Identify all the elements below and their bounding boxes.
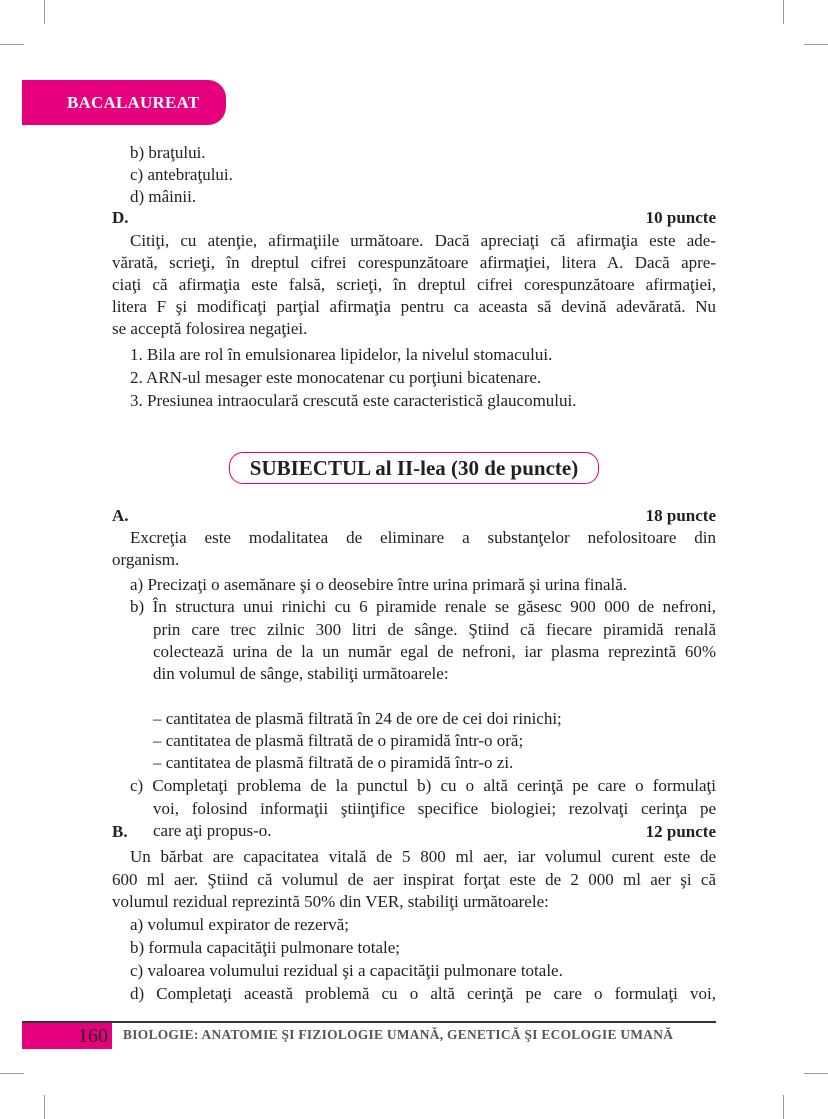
paragraph-line: Excreţia este modalitatea de eliminare a substanţelor nefolositoare din bbox=[130, 528, 716, 547]
list-item: a) Precizaţi o asemănare şi o deosebire între urina primară şi urina finală. bbox=[130, 575, 628, 594]
footer-rule bbox=[22, 1021, 716, 1023]
subject-title: SUBIECTUL al II-lea (30 de puncte) bbox=[229, 452, 599, 484]
crop-mark bbox=[0, 44, 24, 45]
crop-mark bbox=[0, 1073, 24, 1074]
list-item: b) În structura unui rinichi cu 6 piramide renale se găsesc 900 000 de nefroni, bbox=[130, 597, 716, 616]
dash-item: – cantitatea de plasmă filtrată de o piramidă într-o oră; bbox=[153, 731, 524, 750]
dash-item: – cantitatea de plasmă filtrată în 24 de ore de cei doi rinichi; bbox=[153, 709, 562, 728]
list-item: d) Completaţi această problemă cu o altă cerinţă pe care o formulaţi voi, bbox=[130, 984, 716, 1003]
crop-mark bbox=[44, 1095, 45, 1119]
list-item: d) mâinii. bbox=[130, 187, 197, 206]
section-points: 12 puncte bbox=[645, 822, 716, 841]
crop-mark bbox=[804, 44, 828, 45]
list-item-line: voi, folosind informaţii ştiinţifice specifice biologiei; rezolvaţi cerinţa pe bbox=[153, 799, 716, 818]
list-item: 2. ARN-ul mesager este monocatenar cu porţiuni bicatenare. bbox=[130, 368, 542, 387]
paragraph-line: Un bărbat are capacitatea vitală de 5 800 ml aer, iar volumul curent este de bbox=[130, 847, 716, 866]
paragraph-line: se acceptă folosirea negaţiei. bbox=[112, 319, 308, 338]
list-item-line: care aţi propus-o. bbox=[153, 821, 272, 840]
section-points: 10 puncte bbox=[645, 208, 716, 227]
list-item: 1. Bila are rol în emulsionarea lipidelor, la nivelul stomacului. bbox=[130, 345, 553, 364]
paragraph-line: volumul rezidual reprezintă 50% din VER, stabiliţi următoarele: bbox=[112, 892, 549, 911]
paragraph-line: litera F şi modificaţi parţial afirmaţia pentru ca aceasta să devină adevărată. Nu bbox=[112, 297, 716, 316]
list-item: c) Completaţi problema de la punctul b) cu o altă cerinţă pe care o formulaţi bbox=[130, 776, 716, 795]
crop-mark bbox=[783, 0, 784, 24]
list-item: c) antebraţului. bbox=[130, 165, 233, 184]
crop-mark bbox=[804, 1073, 828, 1074]
list-item-line: prin care trec zilnic 300 litri de sânge. Ştiind că fiecare piramidă renală bbox=[153, 620, 716, 639]
list-item-line: colectează urina de la un număr egal de nefroni, iar plasma reprezintă 60% bbox=[153, 642, 716, 661]
list-item: a) volumul expirator de rezervă; bbox=[130, 915, 350, 934]
list-item: b) braţului. bbox=[130, 143, 206, 162]
paragraph-line: 600 ml aer. Ştiind că volumul de aer inspirat forţat este de 2 000 ml aer şi că bbox=[112, 870, 716, 889]
book-title: BIOLOGIE: ANATOMIE ŞI FIZIOLOGIE UMANĂ, GENETICĂ ŞI ECOLOGIE UMANĂ bbox=[123, 1027, 674, 1042]
section-a-heading bbox=[112, 505, 716, 527]
section-label: A. bbox=[112, 506, 129, 525]
paragraph-line: ciaţi că afirmaţia este falsă, scrieţi, în dreptul cifrei corespunzătoare afirmaţiei, bbox=[112, 275, 716, 294]
section-points: 18 puncte bbox=[645, 506, 716, 525]
list-item: c) valoarea volumului rezidual şi a capacităţii pulmonare totale. bbox=[130, 961, 563, 980]
section-label: B. bbox=[112, 822, 128, 841]
crop-mark bbox=[783, 1095, 784, 1119]
list-item-line: din volumul de sânge, stabiliţi următoarele: bbox=[153, 664, 449, 683]
list-item: 3. Presiunea intraoculară crescută este caracteristică glaucomului. bbox=[130, 391, 577, 410]
dash-item: – cantitatea de plasmă filtrată de o piramidă într-o zi. bbox=[153, 753, 514, 772]
section-d-heading bbox=[112, 207, 716, 229]
section-badge: BACALAUREAT bbox=[22, 80, 226, 125]
crop-mark bbox=[44, 0, 45, 24]
paragraph-line: vărată, scrieţi, în dreptul cifrei corespunzătoare afirmaţiei, litera A. Dacă apre- bbox=[112, 253, 716, 272]
page-number: 160 bbox=[22, 1023, 112, 1049]
paragraph-line: Citiţi, cu atenţie, afirmaţiile următoare. Dacă apreciaţi că afirmaţia este ade- bbox=[130, 231, 716, 250]
paragraph-line: organism. bbox=[112, 550, 180, 569]
section-label: D. bbox=[112, 208, 129, 227]
list-item: b) formula capacităţii pulmonare totale; bbox=[130, 938, 400, 957]
